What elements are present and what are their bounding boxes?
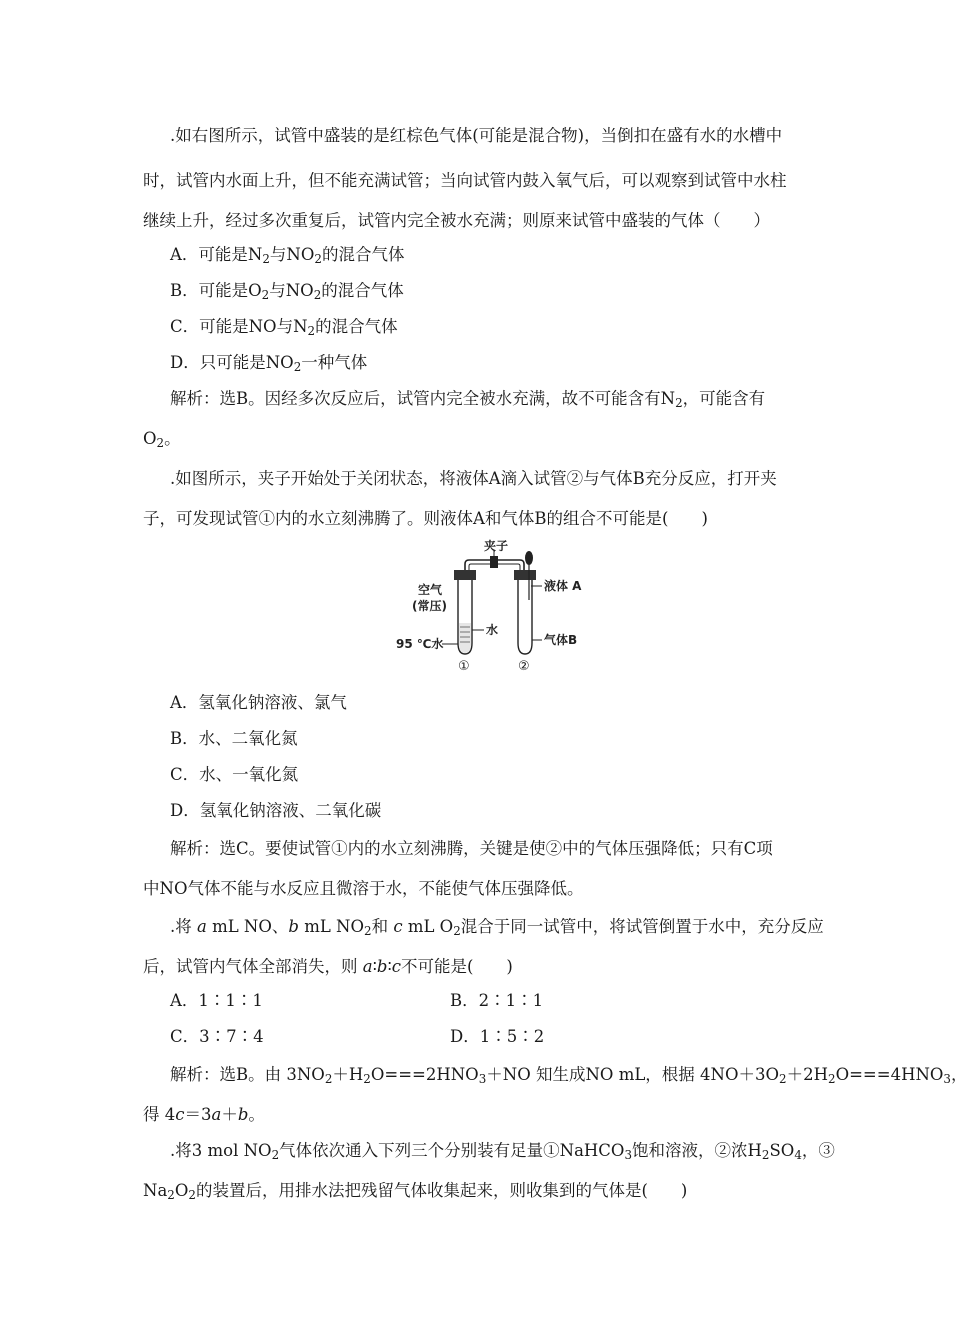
q3-option-c: C．3∶7∶4 (170, 1027, 264, 1046)
q2-answer-line-1: 解析：选C。要使试管①内的水立刻沸腾，关键是使②中的气体压强降低；只有C项 (170, 839, 773, 858)
q3-answer-line-2: 得 4c＝3a＋b。 (143, 1105, 265, 1124)
q2-answer-line-2: 中NO气体不能与水反应且微溶于水，不能使气体压强降低。 (143, 879, 584, 898)
q3-option-b: B．2∶1∶1 (450, 991, 544, 1010)
q1-option-b: B．可能是O2与NO2的混合气体 (170, 281, 404, 302)
q1-stem-line-3: 继续上升，经过多次重复后，试管内完全被水充满；则原来试管中盛装的气体（ ） (143, 211, 770, 230)
q3-stem-line-1: .将 a mL NO、b mL NO2和 c mL O2混合于同一试管中，将试管倒置于水中，充分反应 (170, 917, 824, 938)
q4-stem-line-1: .将3 mol NO2气体依次通入下列三个分别装有足量①NaHCO3饱和溶液，②浓H2SO4，③ (170, 1141, 835, 1162)
dropper-bulb-icon (525, 551, 533, 565)
figure-label-gas-b: 气体B (544, 633, 578, 647)
q1-answer-line-1: 解析：选B。因经多次反应后，试管内完全被水充满，故不可能含有N2，可能含有 (170, 389, 766, 410)
q2-option-a: A．氢氧化钠溶液、氯气 (170, 693, 347, 712)
figure-label-clip: 夹子 (484, 539, 509, 553)
q2-option-b: B．水、二氧化氮 (170, 729, 298, 748)
apparatus-figure (380, 538, 600, 678)
q2-option-d: D．氢氧化钠溶液、二氧化碳 (170, 801, 382, 820)
q1-stem-line-2: 时，试管内水面上升，但不能充满试管；当向试管内鼓入氧气后，可以观察到试管中水柱 (143, 171, 787, 190)
q1-stem-line-1: .如右图所示，试管中盛装的是红棕色气体(可能是混合物)，当倒扣在盛有水的水槽中 (170, 126, 783, 145)
q3-stem-line-2: 后，试管内气体全部消失，则 a∶b∶c不可能是( ) (143, 957, 513, 976)
q2-option-c: C．水、一氧化氮 (170, 765, 299, 784)
figure-label-tube-1: ① (458, 659, 470, 674)
q2-stem-line-1: .如图所示，夹子开始处于关闭状态，将液体A滴入试管②与气体B充分反应，打开夹 (170, 469, 777, 488)
q1-option-a: A．可能是N2与NO2的混合气体 (170, 245, 405, 266)
figure-label-pressure: (常压) (412, 599, 447, 613)
q3-option-a: A．1∶1∶1 (170, 991, 263, 1010)
q2-stem-line-2: 子，可发现试管①内的水立刻沸腾了。则液体A和气体B的组合不可能是( ) (143, 509, 708, 528)
q4-stem-line-2: Na2O2的装置后，用排水法把残留气体收集起来，则收集到的气体是( ) (143, 1181, 688, 1202)
clip-icon (490, 556, 498, 568)
figure-label-water: 水 (486, 623, 499, 637)
figure-label-tube-2: ② (518, 659, 530, 674)
q1-answer-line-2: O2。 (143, 429, 181, 450)
figure-label-liquid-a: 液体 A (544, 579, 582, 593)
q1-option-d: D．只可能是NO2一种气体 (170, 353, 368, 374)
figure-label-air: 空气 (418, 583, 443, 597)
figure-label-hot-water: 95 ℃水 (396, 637, 444, 651)
q3-answer-line-1: 解析：选B。由 3NO2＋H2O===2HNO3＋NO 知生成NO mL，根据 4NO＋3O2＋2H2O===4HNO3， (170, 1065, 967, 1086)
q3-option-d: D．1∶5∶2 (450, 1027, 545, 1046)
q1-option-c: C．可能是NO与N2的混合气体 (170, 317, 398, 338)
